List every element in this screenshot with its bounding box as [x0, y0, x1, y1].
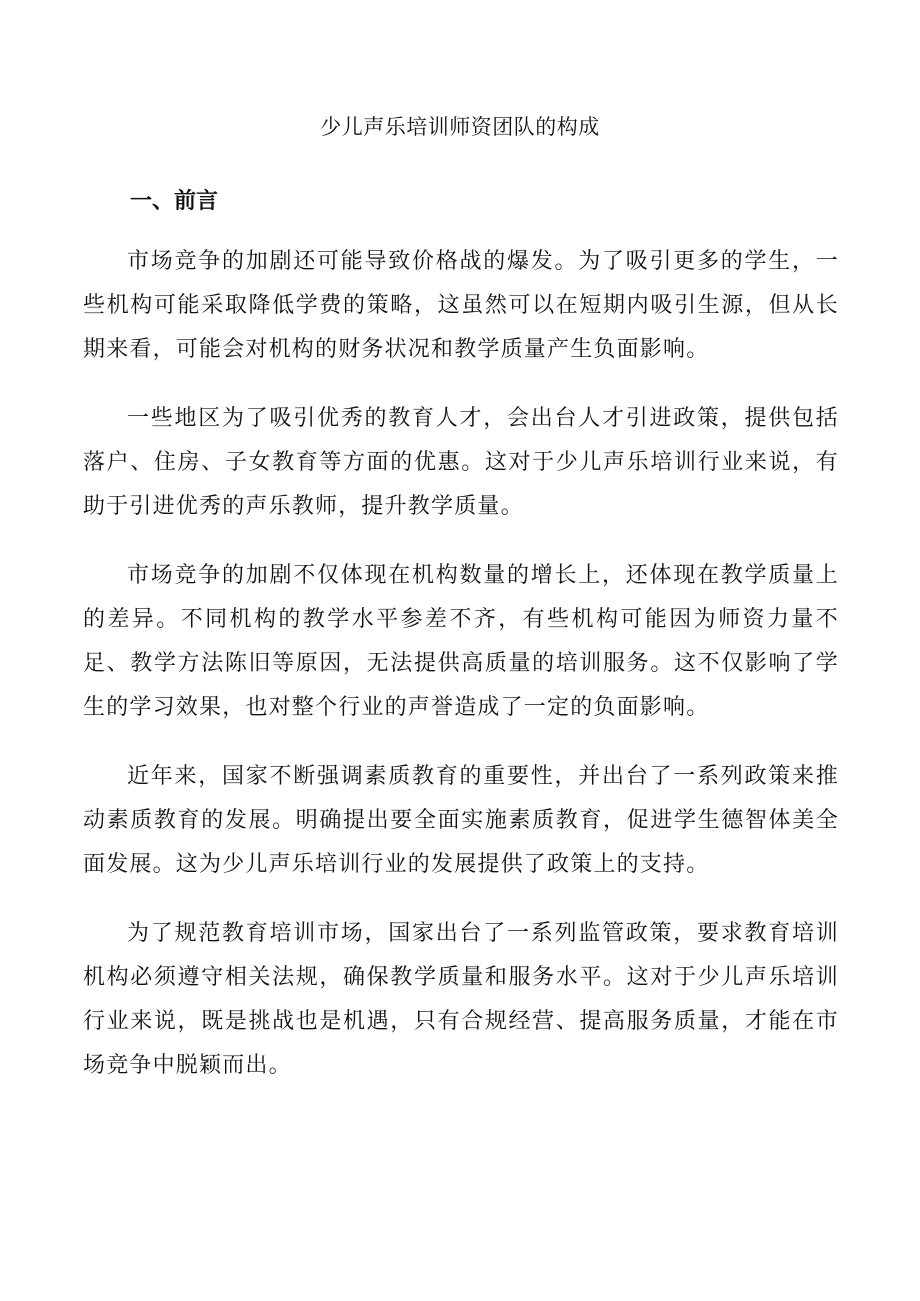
paragraph: 近年来，国家不断强调素质教育的重要性，并出台了一系列政策来推动素质教育的发展。明确提出要全面实施素质教育，促进学生德智体美全面发展。这为少儿声乐培训行业的发展提供了政策上的支持。: [83, 764, 839, 877]
section-heading: 一、前言: [130, 189, 219, 214]
paragraph: 市场竞争的加剧不仅体现在机构数量的增长上，还体现在教学质量上的差异。不同机构的教学水平参差不齐，有些机构可能因为师资力量不足、教学方法陈旧等原因，无法提供高质量的培训服务。这不仅影响了学生的学习效果，也对整个行业的声誉造成了一定的负面影响。: [83, 563, 839, 720]
document-body: [83, 240, 839, 1113]
paragraph: 一些地区为了吸引优秀的教育人才，会出台人才引进政策，提供包括落户、住房、子女教育等方面的优惠。这对于少儿声乐培训行业来说，有助于引进优秀的声乐教师，提升教学质量。: [83, 406, 839, 519]
document-title: 少儿声乐培训师资团队的构成: [320, 115, 600, 139]
paragraph: 为了规范教育培训市场，国家出台了一系列监管政策，要求教育培训机构必须遵守相关法规，确保教学质量和服务水平。这对于少儿声乐培训行业来说，既是挑战也是机遇，只有合规经营、提高服务质量，才能在市场竞争中脱颖而出。: [83, 921, 839, 1078]
paragraph: 市场竞争的加剧还可能导致价格战的爆发。为了吸引更多的学生，一些机构可能采取降低学费的策略，这虽然可以在短期内吸引生源，但从长期来看，可能会对机构的财务状况和教学质量产生负面影响。: [83, 249, 839, 362]
